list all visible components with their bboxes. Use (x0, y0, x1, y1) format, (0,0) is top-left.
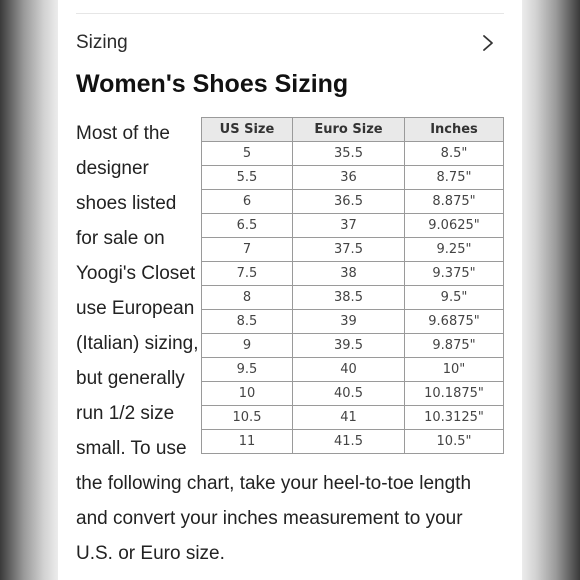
intro-line: Most of the (76, 123, 170, 144)
inches-cell: 9.6875" (405, 310, 504, 334)
outro-paragraph (76, 466, 516, 571)
table-row (202, 238, 504, 262)
intro-line: run 1/2 size (76, 403, 175, 424)
euro-size-cell: 41.5 (293, 430, 405, 454)
table-row (202, 310, 504, 334)
euro-size-cell: 41 (293, 406, 405, 430)
us-size-cell: 8.5 (202, 310, 293, 334)
inches-cell: 10.5" (405, 430, 504, 454)
inches-cell: 9.875" (405, 334, 504, 358)
table-row (202, 406, 504, 430)
inches-cell: 9.0625" (405, 214, 504, 238)
content-card (58, 0, 522, 580)
table-row (202, 142, 504, 166)
us-size-cell: 5 (202, 142, 293, 166)
inches-cell: 9.25" (405, 238, 504, 262)
euro-size-cell: 38 (293, 262, 405, 286)
euro-size-cell: 39 (293, 310, 405, 334)
euro-size-cell: 37 (293, 214, 405, 238)
table-row (202, 190, 504, 214)
table-row (202, 214, 504, 238)
euro-size-cell: 38.5 (293, 286, 405, 310)
page-title: Women's Shoes Sizing (76, 70, 349, 98)
us-size-cell: 7.5 (202, 262, 293, 286)
intro-line: small. To use (76, 438, 187, 459)
us-size-cell: 7 (202, 238, 293, 262)
intro-line: Yoogi's Closet (76, 263, 196, 284)
us-size-cell: 11 (202, 430, 293, 454)
euro-size-cell: 40 (293, 358, 405, 382)
intro-line: but generally (76, 368, 185, 389)
euro-size-cell: 35.5 (293, 142, 405, 166)
intro-line: shoes listed (76, 193, 177, 214)
table-row (202, 286, 504, 310)
outro-line: the following chart, take your heel-to-toe length (76, 473, 472, 494)
us-size-cell: 5.5 (202, 166, 293, 190)
inches-cell: 9.375" (405, 262, 504, 286)
sizing-section-row[interactable] (76, 24, 494, 62)
us-size-cell: 6 (202, 190, 293, 214)
euro-size-cell: 40.5 (293, 382, 405, 406)
chevron-right-icon[interactable] (482, 34, 494, 52)
table-row (202, 382, 504, 406)
table-row (202, 334, 504, 358)
outro-line: and convert your inches measurement to your (76, 508, 463, 529)
outro-line: U.S. or Euro size. (76, 543, 225, 564)
inches-cell: 8.875" (405, 190, 504, 214)
table-row (202, 166, 504, 190)
euro-size-cell: 36.5 (293, 190, 405, 214)
inches-cell: 8.5" (405, 142, 504, 166)
euro-size-cell: 36 (293, 166, 405, 190)
inches-cell: 10.3125" (405, 406, 504, 430)
table-row (202, 262, 504, 286)
intro-paragraph (76, 116, 202, 466)
top-divider (76, 13, 504, 14)
sizing-label: Sizing (76, 32, 128, 53)
size-chart-table (201, 117, 504, 454)
inches-cell: 10.1875" (405, 382, 504, 406)
inches-cell: 10" (405, 358, 504, 382)
intro-line: for sale on (76, 228, 165, 249)
intro-line: (Italian) sizing, (76, 333, 199, 354)
background-left (0, 0, 58, 580)
intro-line: use European (76, 298, 195, 319)
table-row (202, 430, 504, 454)
intro-line: designer (76, 158, 149, 179)
column-header-euro-size: Euro Size (293, 118, 405, 142)
table-row (202, 358, 504, 382)
table-header-row (202, 118, 504, 142)
euro-size-cell: 39.5 (293, 334, 405, 358)
us-size-cell: 9 (202, 334, 293, 358)
euro-size-cell: 37.5 (293, 238, 405, 262)
us-size-cell: 6.5 (202, 214, 293, 238)
column-header-inches: Inches (405, 118, 504, 142)
inches-cell: 9.5" (405, 286, 504, 310)
inches-cell: 8.75" (405, 166, 504, 190)
us-size-cell: 8 (202, 286, 293, 310)
us-size-cell: 10.5 (202, 406, 293, 430)
us-size-cell: 9.5 (202, 358, 293, 382)
us-size-cell: 10 (202, 382, 293, 406)
column-header-us-size: US Size (202, 118, 293, 142)
background-right (522, 0, 580, 580)
